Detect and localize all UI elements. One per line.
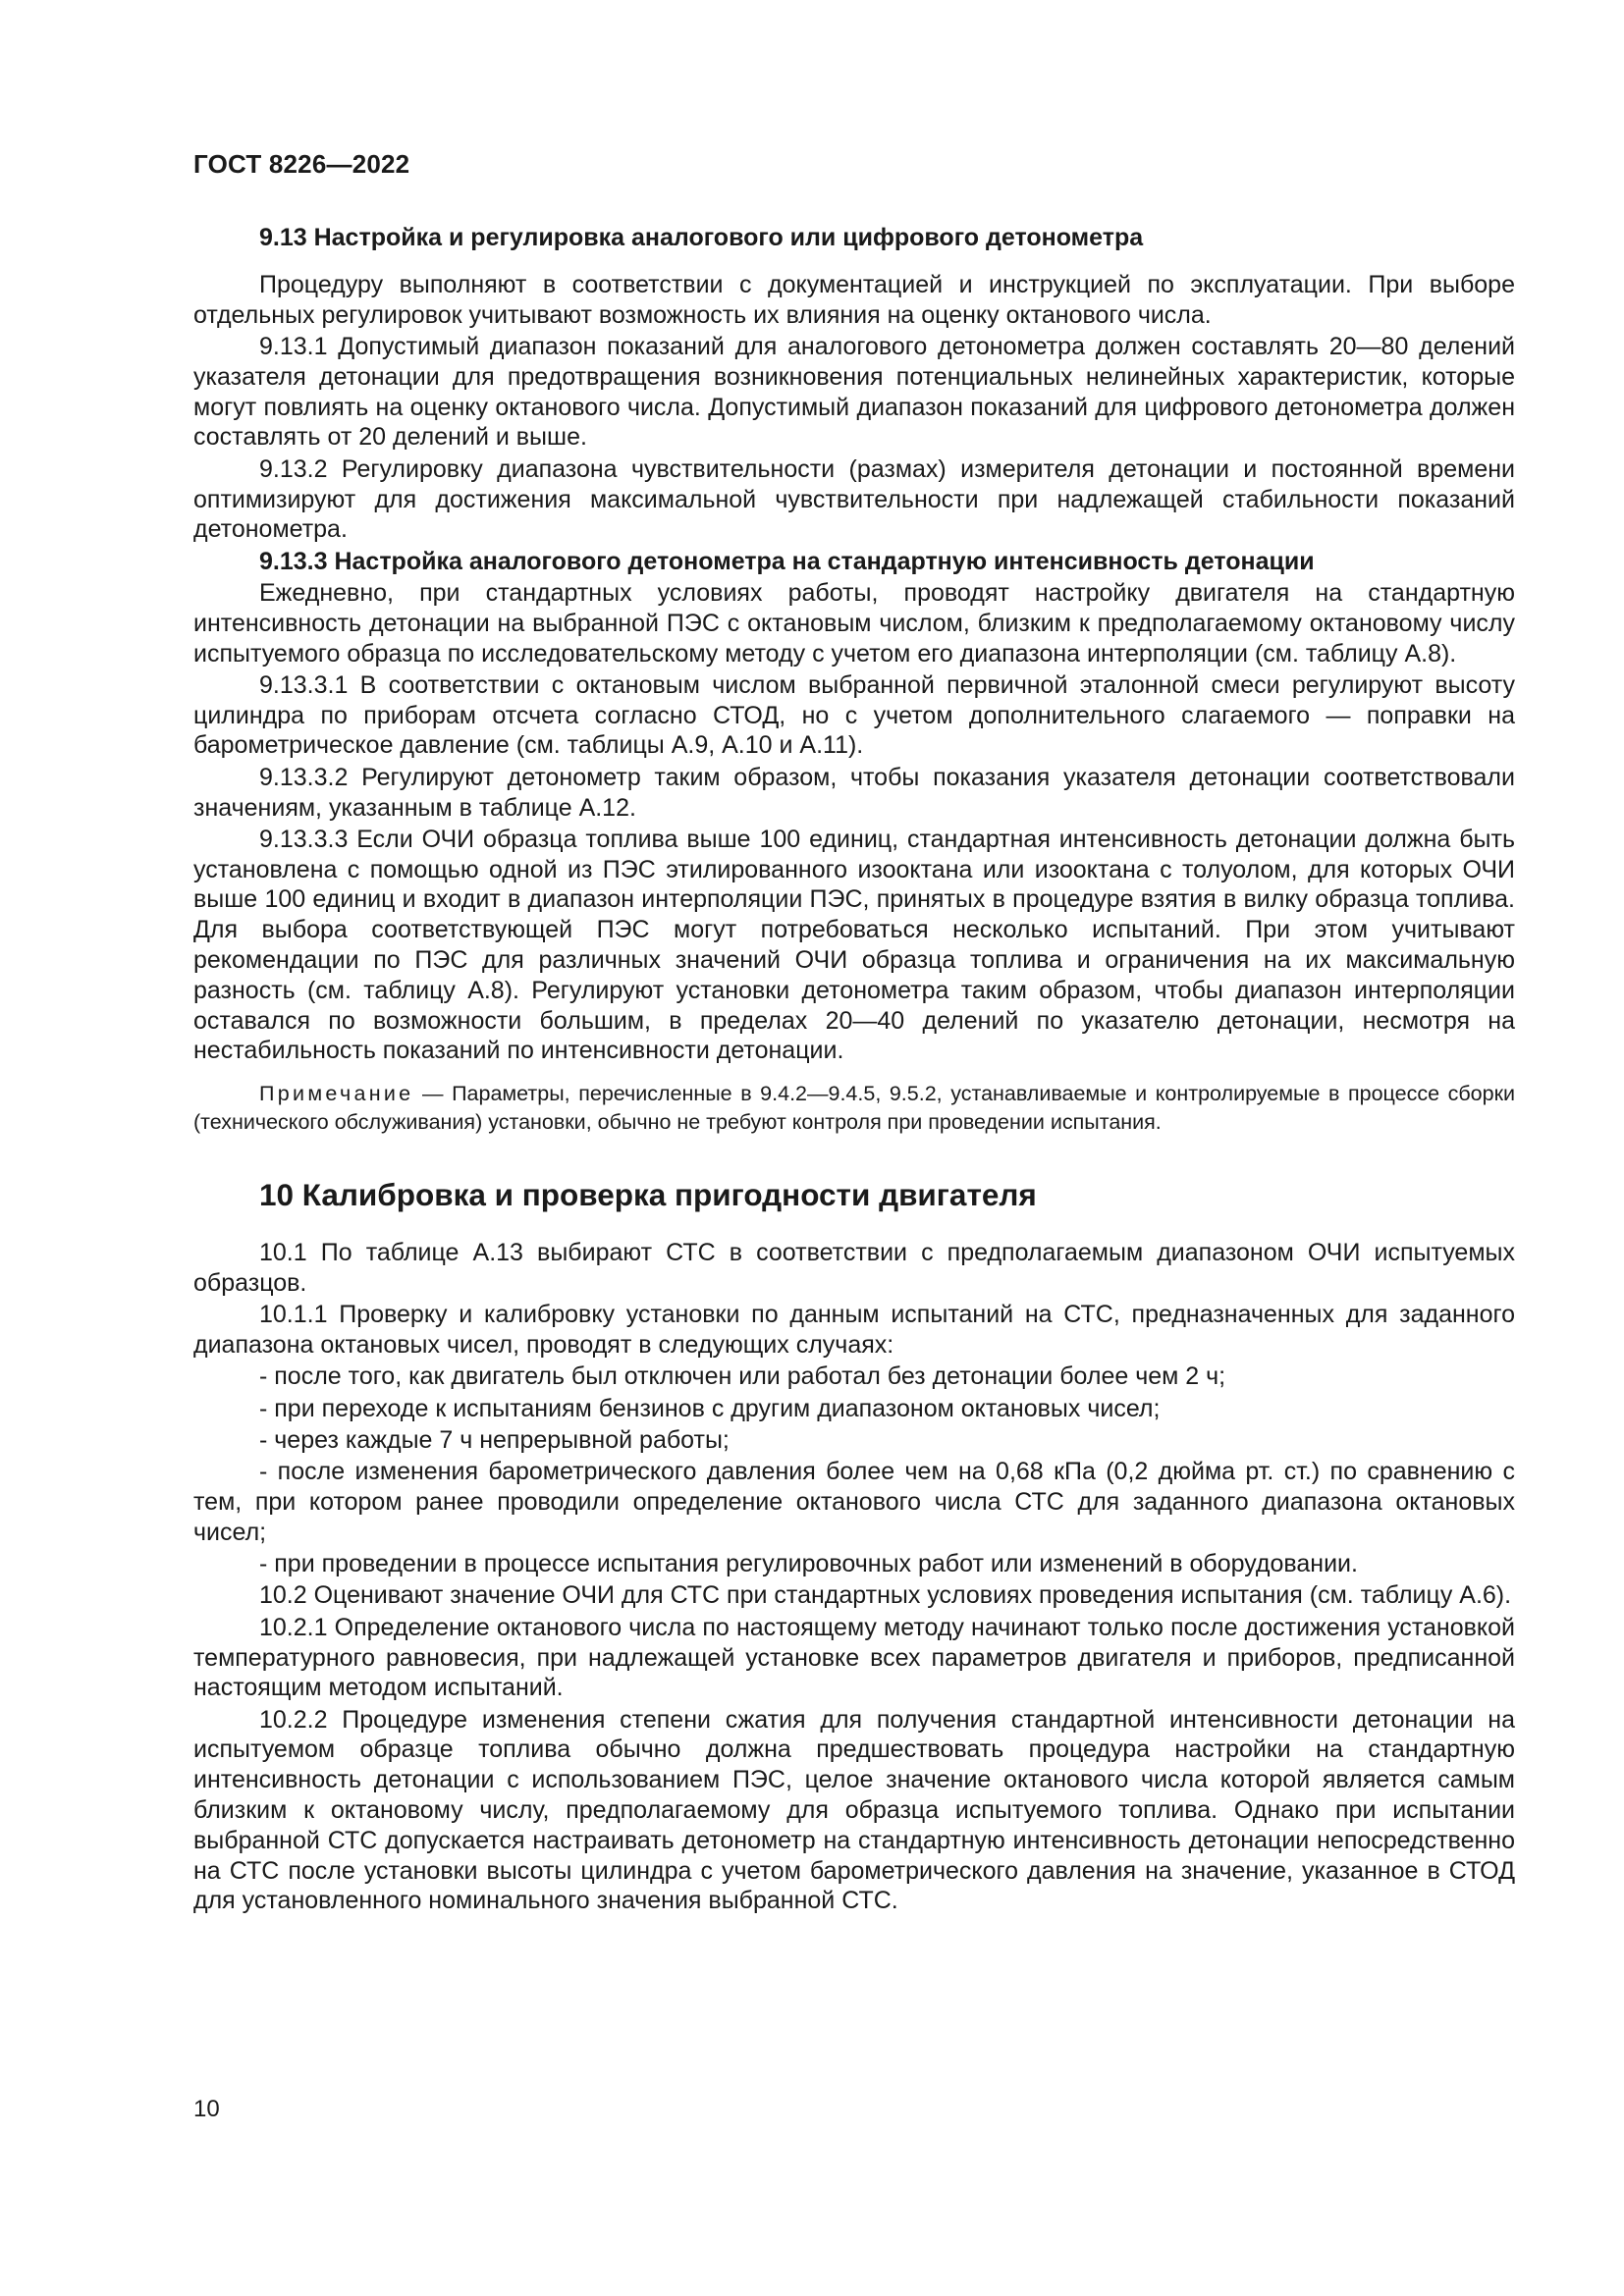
- list-item: - после того, как двигатель был отключен или работал без детонации более чем 2 ч;: [259, 1362, 1226, 1391]
- list-item: - при проведении в процессе испытания регулировочных работ или изменений в оборудовании.: [259, 1550, 1358, 1578]
- list-item: - после изменения барометрического давления более чем на 0,68 кПа (0,2 дюйма рт. ст.) по сравнению с тем, при котором ранее проводили определение октанового числа СТС для заданного диапазона октановых чисел;: [193, 1458, 1515, 1546]
- page-content: [193, 222, 1515, 1918]
- note-text: — Параметры, перечисленные в 9.4.2—9.4.5, 9.5.2, устанавливаемые и контролируемые в процессе сборки (технического обслуживания) установки, обычно не требуют контроля при проведении испытания.: [193, 1082, 1515, 1135]
- paragraph-10-2: 10.2 Оценивают значение ОЧИ для СТС при стандартных условиях проведения испытания (см. таблицу А.6).: [259, 1581, 1512, 1610]
- paragraph-9-13-1: 9.13.1 Допустимый диапазон показаний для аналогового детонометра должен составлять 20—80 делений указателя детонации для предотвращения возникновения потенциальных нелинейных характеристик, которые могут повлиять на оценку октанового числа. Допустимый диапазон показаний для цифрового детонометра должен составлять от 20 делений и выше.: [193, 333, 1515, 452]
- paragraph-9-13-3: Ежедневно, при стандартных условиях работы, проводят настройку двигателя на стандартную интенсивность детонации на выбранной ПЭС с октановым числом, близким к предполагаемому октановому числу испытуемого образца по исследовательскому методу с учетом его диапазона интерполяции (см. таблицу А.8).: [193, 578, 1515, 667]
- heading-section-10: 10 Калибровка и проверка пригодности двигателя: [259, 1177, 1037, 1213]
- paragraph-10-1-1: 10.1.1 Проверку и калибровку установки по данным испытаний на СТС, предназначенных для заданного диапазона октановых чисел, проводят в следующих случаях:: [193, 1301, 1515, 1360]
- list-item: - через каждые 7 ч непрерывной работы;: [259, 1426, 730, 1454]
- heading-9-13: 9.13 Настройка и регулировка аналогового или цифрового детонометра: [259, 224, 1144, 251]
- list-item: - при переходе к испытаниям бензинов с другим диапазоном октановых чисел;: [259, 1394, 1161, 1422]
- paragraph-9-13-intro: Процедуру выполняют в соответствии с документацией и инструкцией по эксплуатации. При выборе отдельных регулировок учитывают возможность их влияния на оценку октанового числа.: [193, 271, 1515, 329]
- document-header: ГОСТ 8226—2022: [193, 149, 410, 179]
- page-number: 10: [193, 2096, 220, 2122]
- paragraph-10-2-2: 10.2.2 Процедуре изменения степени сжатия для получения стандартной интенсивности детонации на испытуемом образце топлива обычно должна предшествовать процедура настройки на стандартную интенсивность детонации с использованием ПЭС, целое значение октанового числа которой является самым близким к октановому числу, предполагаемому для образца испытуемого топлива. Однако при испытании выбранной СТС допускается настраивать детонометр на стандартную интенсивность детонации непосредственно на СТС после установки высоты цилиндра с учетом барометрического давления на значение, указанное в СТОД для установленного номинального значения выбранной СТС.: [193, 1705, 1515, 1915]
- paragraph-9-13-3-2: 9.13.3.2 Регулируют детонометр таким образом, чтобы показания указателя детонации соответствовали значениям, указанным в таблице А.12.: [193, 763, 1515, 822]
- paragraph-9-13-3-1: 9.13.3.1 В соответствии с октановым числом выбранной первичной эталонной смеси регулируют высоту цилиндра по приборам отсчета согласно СТОД, но с учетом дополнительного слагаемого — поправки на барометрическое давление (см. таблицы А.9, А.10 и А.11).: [193, 670, 1515, 760]
- heading-9-13-3: 9.13.3 Настройка аналогового детонометра на стандартную интенсивность детонации: [259, 547, 1315, 575]
- paragraph-9-13-2: 9.13.2 Регулировку диапазона чувствительности (размах) измерителя детонации и постоянной времени оптимизируют для достижения максимальной чувствительности при надлежащей стабильности показаний детонометра.: [193, 454, 1515, 544]
- paragraph-10-1: 10.1 По таблице А.13 выбирают СТС в соответствии с предполагаемым диапазоном ОЧИ испытуемых образцов.: [193, 1239, 1515, 1298]
- paragraph-10-2-1: 10.2.1 Определение октанового числа по настоящему методу начинают только после достижения установкой температурного равновесия, при надлежащей установке всех параметров двигателя и приборов, предписанной настоящим методом испытаний.: [193, 1613, 1515, 1702]
- paragraph-9-13-3-3: 9.13.3.3 Если ОЧИ образца топлива выше 100 единиц, стандартная интенсивность детонации должна быть установлена с помощью одной из ПЭС этилированного изооктана или изооктана с толуолом, для которых ОЧИ выше 100 единиц и входит в диапазон интерполяции ПЭС, принятых в процедуре взятия в вилку образца топлива. Для выбора соответствующей ПЭС могут потребоваться несколько испытаний. При этом учитывают рекомендации по ПЭС для различных значений ОЧИ образца топлива и ограничения на их максимальную разность (см. таблицу А.8). Регулируют установки детонометра таким образом, чтобы диапазон интерполяции оставался по возможности большим, в пределах 20—40 делений по указателю детонации, несмотря на нестабильность показаний по интенсивности детонации.: [193, 825, 1515, 1065]
- note: [193, 1080, 1515, 1137]
- note-label: Примечание: [259, 1082, 414, 1106]
